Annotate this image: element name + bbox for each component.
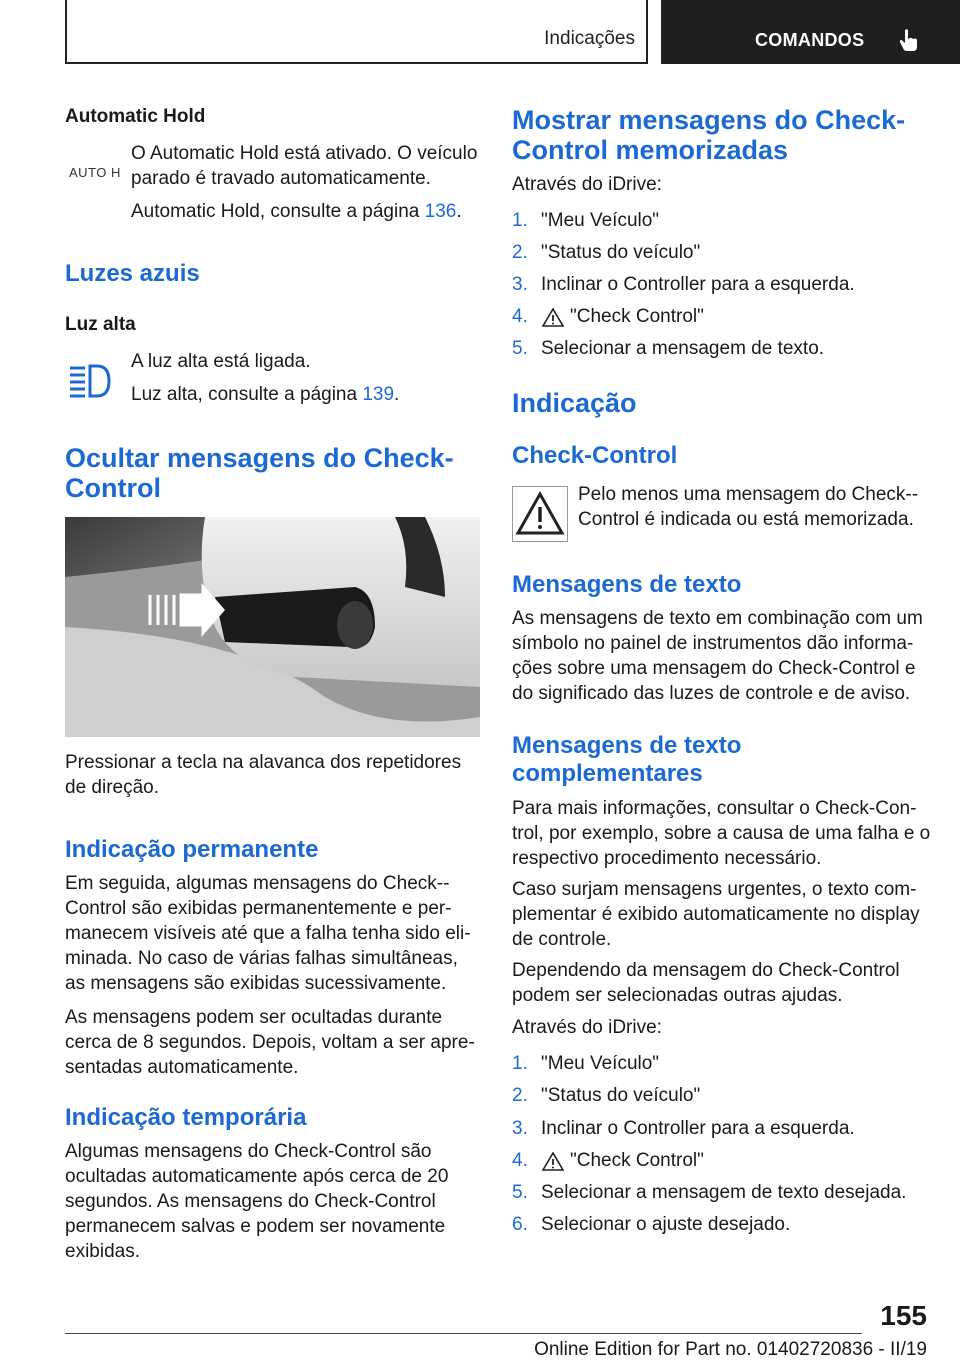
auto-hold-icon-text: AUTO H [69, 165, 121, 180]
check-control-description: Pelo menos uma mensagem do Check--Control é indicada ou está memorizada. [578, 484, 919, 530]
check-control-heading: Check-Control [512, 442, 678, 469]
list2-text-1: "Meu Veículo" [541, 1053, 660, 1074]
auto-hold-reference-end: . [456, 201, 462, 222]
complementares-p1: Para mais informações, consultar o Check-Con-trol, por exemplo, sobre a causa de uma falha e o respectivo procedimento necessário. [512, 798, 931, 869]
warning-triangle-icon [542, 1152, 564, 1171]
list2-num-1: 1. [512, 1053, 528, 1074]
via-idrive-1: Através do iDrive: [512, 174, 662, 195]
list2-num-2: 2. [512, 1085, 528, 1106]
list2-text-4: "Check Control" [570, 1150, 704, 1171]
check-control-warning-icon [512, 486, 568, 542]
auto-hold-reference [131, 199, 481, 224]
indicacao-permanente-heading: Indicação permanente [65, 836, 319, 863]
page-number: 155 [880, 1300, 927, 1331]
stalk-illustration [65, 517, 480, 737]
luz-alta-reference-text: Luz alta, consulte a página [131, 384, 363, 405]
list1-num-2: 2. [512, 242, 528, 263]
header-chapter-tab [661, 0, 960, 64]
list2-num-3: 3. [512, 1118, 528, 1139]
mostrar-heading: Mostrar mensagens do Check-Control memorizadas [512, 105, 906, 165]
list2-text-5: Selecionar a mensagem de texto desejada. [541, 1182, 907, 1203]
via-idrive-2: Através do iDrive: [512, 1017, 662, 1038]
list1-num-1: 1. [512, 210, 528, 231]
mensagens-complementares-heading: Mensagens de texto complementares [512, 732, 742, 787]
indicacao-permanente-p2: As mensagens podem ser ocultadas durante cerca de 8 segundos. Depois, voltam a ser apre-sentadas automaticamente. [65, 1007, 475, 1078]
list1-text-3: Inclinar o Controller para a esquerda. [541, 274, 855, 295]
list1-num-3: 3. [512, 274, 528, 295]
indicacao-temporaria-heading: Indicação temporária [65, 1104, 307, 1131]
complementares-p3: Dependendo da mensagem do Check-Control podem ser selecionadas outras ajudas. [512, 960, 900, 1006]
luz-alta-reference [131, 382, 481, 407]
indicacao-heading: Indicação [512, 388, 637, 418]
ocultar-heading: Ocultar mensagens do Check-Control [65, 443, 454, 503]
page-link-136[interactable]: 136 [424, 201, 457, 222]
pointing-hand-icon [897, 28, 919, 52]
header-chapter-label: COMANDOS [755, 30, 865, 50]
mensagens-texto-heading: Mensagens de texto [512, 571, 742, 598]
list2-num-4: 4. [512, 1150, 528, 1171]
auto-hold-icon [69, 165, 121, 180]
stalk-button-photo [65, 517, 480, 737]
indicacao-temporaria-p1: Algumas mensagens do Check-Control são ocultadas automaticamente após cerca de 20 segundos. As mensagens do Check-Control permanecem salvas e podem ser novamente exibidas. [65, 1141, 449, 1262]
complementares-p2: Caso surjam mensagens urgentes, o texto com-plementar é exibido automaticamente no display de controle. [512, 879, 920, 950]
list2-num-5: 5. [512, 1182, 528, 1203]
photo-caption: Pressionar a tecla na alavanca dos repetidores de direção. [65, 752, 462, 798]
auto-hold-heading: Automatic Hold [65, 106, 206, 127]
list2-num-6: 6. [512, 1214, 528, 1235]
list1-text-2: "Status do veículo" [541, 242, 701, 263]
list2-text-6: Selecionar o ajuste desejado. [541, 1214, 791, 1235]
indicacao-permanente-p1: Em seguida, algumas mensagens do Check--Control são exibidas permanentemente e per-manecem visíveis até que a falha tenha sido eli-minada. No caso de várias falhas simultâneas, as mensagens são exibidas sucessivamente. [65, 873, 471, 994]
list1-text-5: Selecionar a mensagem de texto. [541, 338, 825, 359]
auto-hold-reference-text: Automatic Hold, consulte a página [131, 201, 425, 222]
list1-text-4: "Check Control" [570, 306, 704, 327]
luz-alta-description: A luz alta está ligada. [131, 351, 311, 372]
list1-text-1: "Meu Veículo" [541, 210, 660, 231]
footer-divider [65, 1333, 862, 1334]
luz-alta-reference-end: . [394, 384, 400, 405]
high-beam-icon [67, 362, 113, 398]
luzes-azuis-heading: Luzes azuis [65, 260, 200, 287]
list1-num-5: 5. [512, 338, 528, 359]
list2-text-2: "Status do veículo" [541, 1085, 701, 1106]
footer-edition: Online Edition for Part no. 01402720836 - II/19 [534, 1339, 927, 1360]
page-link-139[interactable]: 139 [362, 384, 395, 405]
mensagens-texto-paragraph: As mensagens de texto em combinação com um símbolo no painel de instrumentos dão informa-ções sobre uma mensagem do Check-Control e do significado das luzes de controle e de aviso. [512, 608, 923, 704]
auto-hold-description: O Automatic Hold está ativado. O veículo parado é travado automaticamente. [131, 143, 478, 189]
list1-num-4: 4. [512, 306, 528, 327]
header-section-title: Indicações [544, 28, 635, 49]
luz-alta-heading: Luz alta [65, 314, 136, 335]
warning-triangle-icon [542, 308, 564, 327]
list2-text-3: Inclinar o Controller para a esquerda. [541, 1118, 855, 1139]
